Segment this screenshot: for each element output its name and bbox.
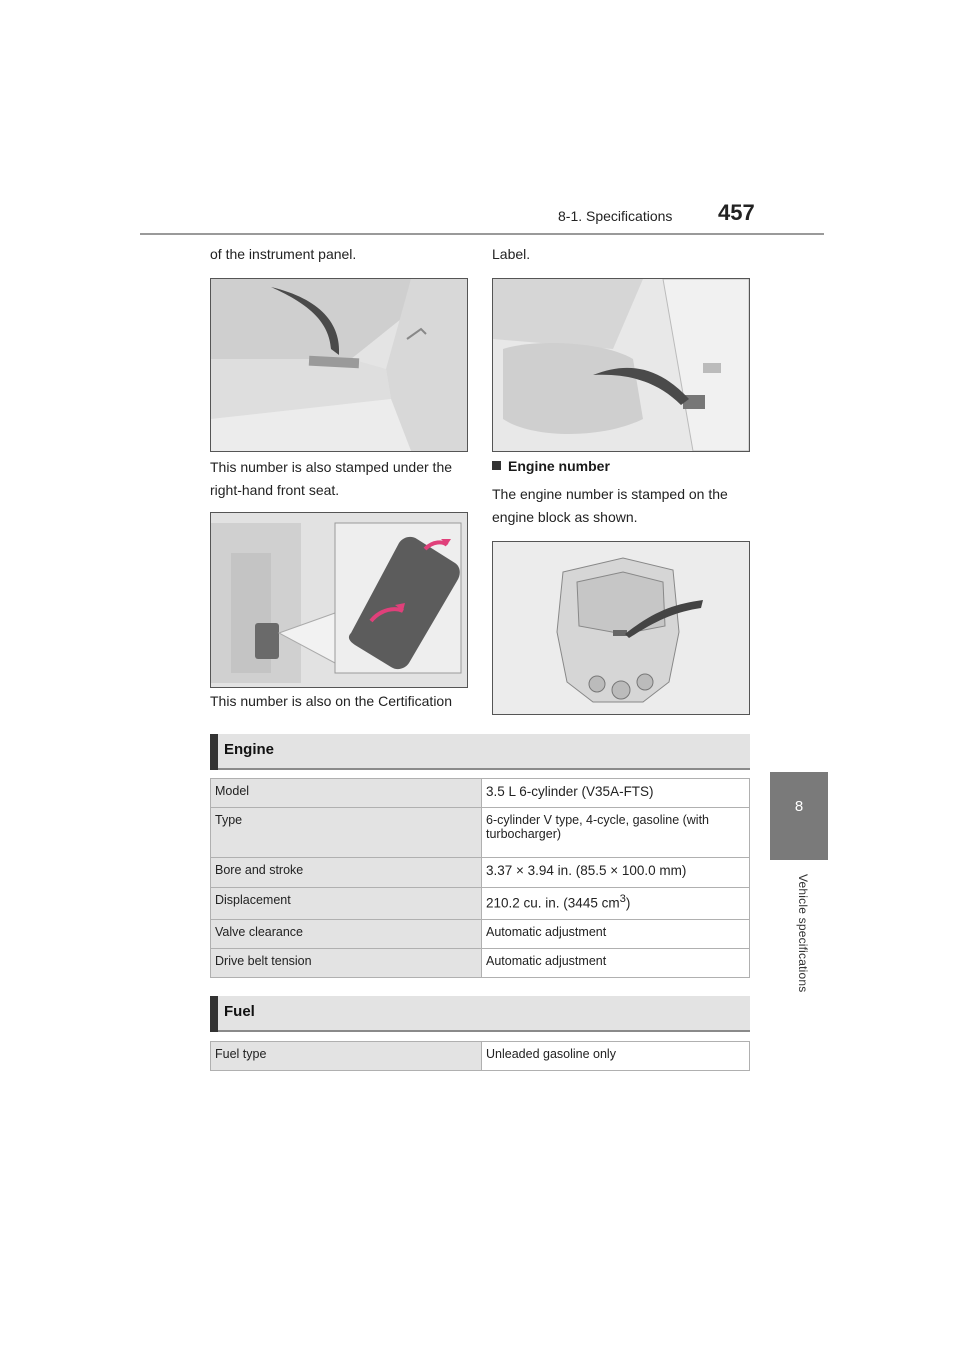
header-rule (140, 233, 824, 235)
table-row (211, 1042, 750, 1071)
spec-value: Automatic adjustment (482, 920, 750, 949)
table-row (211, 949, 750, 978)
right-para-1: Label. (492, 246, 531, 262)
certification-label-illustration (493, 279, 749, 451)
section-marker (210, 734, 218, 770)
displacement-suffix: ) (625, 895, 631, 911)
spec-value-line-1: 6-cylinder V type, 4-cycle, gasoline (with (486, 813, 710, 827)
spec-value: Unleaded gasoline only (482, 1042, 750, 1071)
table-row (211, 858, 750, 888)
table-row (211, 888, 750, 920)
spec-value: Automatic adjustment (482, 949, 750, 978)
seat-stamp-figure (210, 512, 468, 688)
left-para-2-line-1: This number is also stamped under the (210, 459, 453, 475)
spec-label: Valve clearance (211, 920, 482, 949)
table-row (211, 808, 750, 858)
left-para-2-line-2: right-hand front seat. (210, 482, 340, 498)
engine-section-title: Engine (224, 741, 275, 758)
fuel-section-title: Fuel (224, 1003, 255, 1020)
spec-value: 3.5 L 6-cylinder (V35A-FTS) (482, 779, 750, 808)
spec-label: Displacement (211, 888, 482, 920)
seat-stamp-illustration (211, 513, 467, 687)
bullet-square-icon (492, 461, 501, 470)
spec-value (482, 888, 750, 920)
instrument-panel-figure (210, 278, 468, 452)
chapter-number: 8 (794, 798, 804, 815)
spec-value: 3.37 × 3.94 in. (85.5 × 100.0 mm) (482, 858, 750, 888)
engine-number-heading (492, 458, 610, 474)
right-para-2-line-2: engine block as shown. (492, 509, 638, 525)
section-title: 8-1. Specifications (558, 208, 673, 224)
fuel-section-header (210, 996, 750, 1032)
section-marker (210, 996, 218, 1032)
certification-label-figure (492, 278, 750, 452)
chapter-tab (770, 772, 828, 860)
chapter-label: Vehicle specifications (796, 874, 810, 993)
fuel-spec-table (210, 1041, 750, 1071)
displacement-value: 210.2 cu. in. (3445 cm (486, 895, 620, 911)
right-para-2-line-1: The engine number is stamped on the (492, 486, 728, 502)
spec-label: Model (211, 779, 482, 808)
table-row (211, 779, 750, 808)
spec-label: Bore and stroke (211, 858, 482, 888)
left-para-3: This number is also on the Certification (210, 693, 452, 709)
spec-label: Drive belt tension (211, 949, 482, 978)
left-para-1: of the instrument panel. (210, 246, 357, 262)
superscript: 3 (619, 893, 626, 905)
spec-value-line-2: turbocharger) (486, 827, 562, 841)
engine-number-heading-text: Engine number (508, 458, 610, 474)
spec-label: Type (211, 808, 482, 858)
table-row (211, 920, 750, 949)
engine-block-illustration (493, 542, 749, 714)
page-number: 457 (718, 200, 755, 225)
spec-label: Fuel type (211, 1042, 482, 1071)
instrument-panel-illustration (211, 279, 467, 451)
engine-section-header (210, 734, 750, 770)
engine-spec-table (210, 778, 750, 978)
spec-value (482, 808, 750, 858)
engine-block-figure (492, 541, 750, 715)
